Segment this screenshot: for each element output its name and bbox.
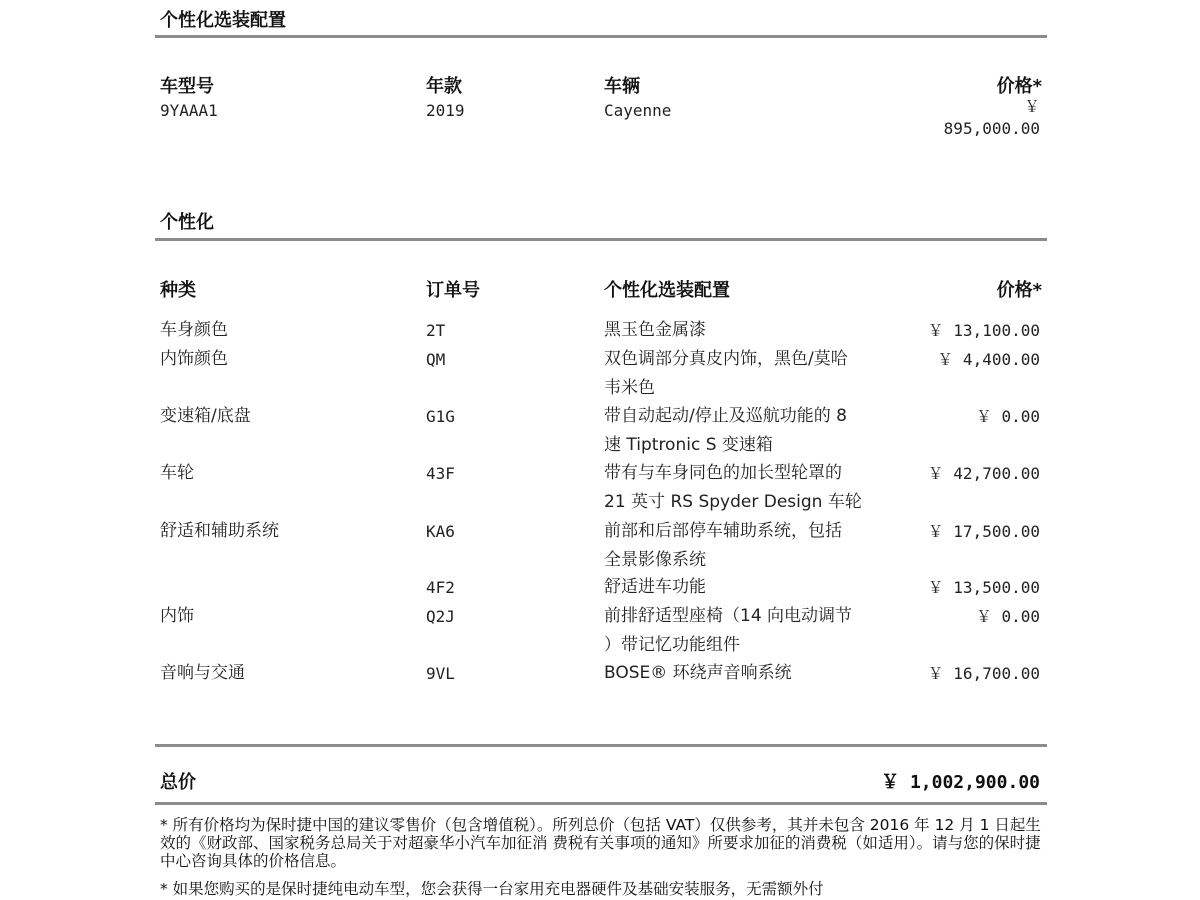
vehicle-model-code: 9YAAA1 [160, 101, 218, 120]
option-description-line: 前排舒适型座椅（14 向电动调节 [604, 606, 853, 626]
total-divider-top [155, 744, 1047, 747]
option-code: G1G [426, 407, 455, 426]
option-description-line: ）带记忆功能组件 [604, 635, 740, 655]
option-description-line: 全景影像系统 [604, 550, 706, 570]
vehicle-price: 895,000.00 [943, 119, 1040, 138]
option-code: QM [426, 350, 446, 369]
option-code: Q2J [426, 607, 455, 626]
col-header-model: 车型号 [160, 76, 214, 97]
vehicle-price-currency: ￥ [1023, 97, 1040, 116]
option-price: ￥ 42,700.00 [927, 464, 1040, 483]
option-category: 舒适和辅助系统 [160, 521, 279, 541]
footnote-ev: * 如果您购买的是保时捷纯电动车型，您会获得一台家用充电器硬件及基础安装服务，无需额外付 [160, 880, 824, 898]
col-header-year: 年款 [426, 76, 462, 97]
option-description-line: 舒适进车功能 [604, 577, 706, 597]
option-price: ￥ 0.00 [975, 407, 1040, 426]
option-category: 车身颜色 [160, 320, 228, 340]
total-label: 总价 [160, 772, 196, 793]
config-section-title: 个性化选装配置 [160, 10, 286, 31]
option-description-line: 韦米色 [604, 378, 655, 398]
option-description-line: 速 Tiptronic S 变速箱 [604, 435, 773, 455]
option-description-line: 双色调部分真皮内饰，黑色/莫哈 [604, 349, 848, 369]
option-category: 内饰 [160, 606, 194, 626]
option-category: 车轮 [160, 463, 194, 483]
footnote-vat: * 所有价格均为保时捷中国的建议零售价（包含增值税）。所列总价（包括 VAT）仅供参考，其并未包含 2016 年 12 月 1 日起生效的《财政部、国家税务总局关于对超豪华小汽车加征消 费税有关事项的通知》所要求加征的消费税（如适用）。请与您的保时捷中心咨询具体的价格信息。 [160, 816, 1041, 870]
total-divider-bottom [155, 802, 1047, 805]
option-code: 4F2 [426, 578, 455, 597]
options-section-title: 个性化 [160, 212, 214, 233]
option-code: 9VL [426, 664, 455, 683]
vehicle-name: Cayenne [604, 101, 672, 120]
option-code: 43F [426, 464, 455, 483]
option-description-line: 带有与车身同色的加长型轮罩的 [604, 463, 842, 483]
option-description-line: 黑玉色金属漆 [604, 320, 706, 340]
option-price: ￥ 13,500.00 [927, 578, 1040, 597]
option-price: ￥ 0.00 [975, 607, 1040, 626]
vehicle-year: 2019 [426, 101, 465, 120]
option-code: KA6 [426, 522, 455, 541]
col-header-category: 种类 [160, 280, 196, 301]
option-price: ￥ 16,700.00 [927, 664, 1040, 683]
section-divider [155, 238, 1047, 241]
col-header-price: 价格* [996, 76, 1042, 97]
col-header-price: 价格* [996, 280, 1042, 301]
option-category: 内饰颜色 [160, 349, 228, 369]
option-description-line: 21 英寸 RS Spyder Design 车轮 [604, 492, 862, 512]
col-header-order-no: 订单号 [426, 280, 480, 301]
option-price: ￥ 17,500.00 [927, 522, 1040, 541]
section-divider [155, 35, 1047, 38]
option-description-line: 带自动起动/停止及巡航功能的 8 [604, 406, 847, 426]
option-price: ￥ 13,100.00 [927, 321, 1040, 340]
option-code: 2T [426, 321, 446, 340]
col-header-vehicle: 车辆 [604, 76, 640, 97]
option-price: ￥ 4,400.00 [937, 350, 1040, 369]
option-description-line: 前部和后部停车辅助系统，包括 [604, 521, 842, 541]
option-category: 音响与交通 [160, 663, 245, 683]
option-category: 变速箱/底盘 [160, 406, 251, 426]
option-description-line: BOSE® 环绕声音响系统 [604, 663, 792, 683]
col-header-option: 个性化选装配置 [604, 280, 730, 301]
total-value: ￥ 1,002,900.00 [881, 772, 1040, 793]
